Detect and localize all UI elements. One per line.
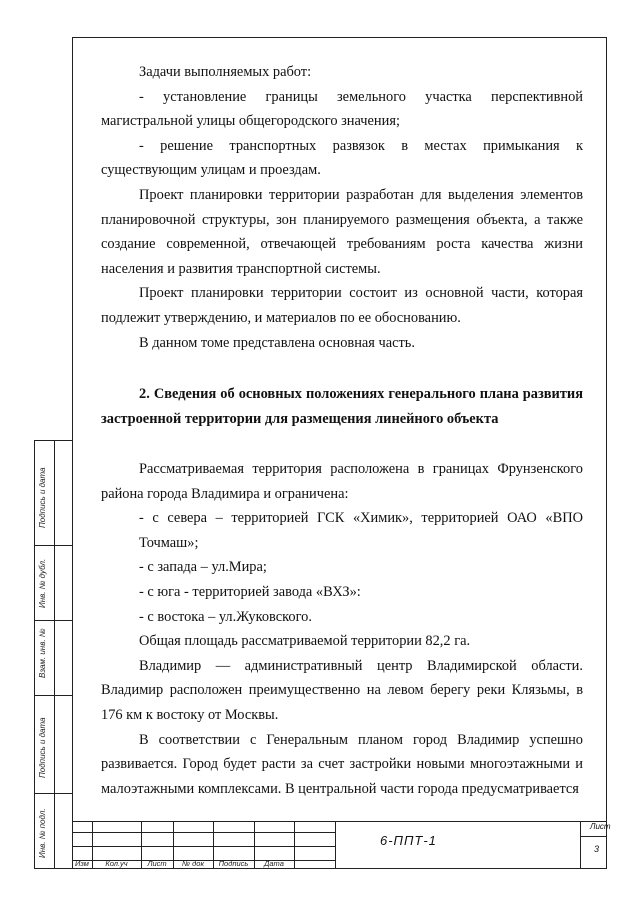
boundary-north-text: - с севера – территорией ГСК «Химик», территорией ОАО «ВПО Точмаш»; [139, 510, 583, 551]
side-divider-2 [35, 620, 73, 621]
section-heading: 2. Сведения об основных положениях генерального плана развития застроенной территории для размещения линейного объекта [101, 386, 583, 427]
paragraph-volume: В данном томе представлена основная часть. [139, 334, 415, 351]
stamp-label-list: Лист [147, 859, 167, 868]
paragraph-general-plan: В соответствии с Генеральным планом город Владимир успешно развивается. Город будет расти за счет застройки новыми многоэтажными и малоэтажными комплексами. В центральной части города предусматривается [101, 731, 583, 797]
boundary-south: - с юга - территорией завода «ВХЗ»: [139, 583, 361, 600]
stamp-row-line-2 [72, 846, 335, 847]
side-label-vzam-inv: Взам. инв. № [38, 628, 47, 678]
stamp-label-kol-uch: Кол.уч [105, 859, 128, 868]
side-divider-1 [35, 545, 73, 546]
tasks-section [101, 60, 583, 355]
stamp-col-line-8 [580, 822, 581, 869]
side-divider-4 [35, 793, 73, 794]
stamp-col-line-6 [294, 822, 295, 869]
side-divider-3 [35, 695, 73, 696]
document-code: 6-ППТ-1 [380, 833, 437, 848]
sheet-number: 3 [594, 844, 600, 854]
stamp-sheet-divider [580, 836, 607, 837]
boundary-north [101, 506, 583, 555]
territory-section [101, 457, 583, 801]
side-label-sig-date-2: Подпись и дата [38, 717, 47, 778]
stamp-label-podpis: Подпись [218, 859, 249, 868]
boundary-east: - с востока – ул.Жуковского. [139, 608, 312, 625]
paragraph-territory: Рассматриваемая территория расположена в границах Фрунзенского района города Владимира и ограничена: [101, 461, 583, 502]
paragraph-composition: Проект планировки территории состоит из основной части, которая подлежит утверждению, и материалов по ее обоснованию. [101, 285, 583, 326]
tasks-heading: Задачи выполняемых работ: [139, 64, 312, 80]
paragraph-vladimir: Владимир — административный центр Владимирской области. Владимир расположен преимущественно на левом берегу реки Клязьмы, в 176 км к востоку от Москвы. [101, 657, 583, 723]
boundary-west: - с запада – ул.Мира; [139, 559, 267, 576]
section-2 [101, 382, 583, 431]
side-label-inv-podl: Инв. № подл. [38, 808, 47, 858]
stamp-row-line-1 [72, 832, 335, 833]
side-label-sig-date-1: Подпись и дата [38, 467, 47, 528]
sheet-label: Лист [590, 822, 611, 831]
side-label-inv-dubl: Инв. № дубл. [38, 558, 47, 608]
paragraph-area: Общая площадь рассматриваемой территории 82,2 га. [139, 633, 471, 650]
stamp-label-data: Дата [264, 859, 284, 868]
stamp-label-izm: Изм [75, 859, 89, 868]
task-item-2: - решение транспортных развязок в местах примыкания к существующим улицам и проездам. [101, 137, 583, 179]
stamp-col-line-7 [335, 822, 336, 869]
task-item-1: - установление границы земельного участка перспективной магистральной улицы общегородского значения; [101, 88, 583, 130]
stamp-label-n-dok: № док [181, 859, 205, 868]
paragraph-purpose: Проект планировки территории разработан для выделения элементов планировочной структуры, зон планируемого размещения объекта, а также создание современной, отвечающей требованиям роста качества жизни населения и развития транспортной системы. [101, 186, 583, 277]
